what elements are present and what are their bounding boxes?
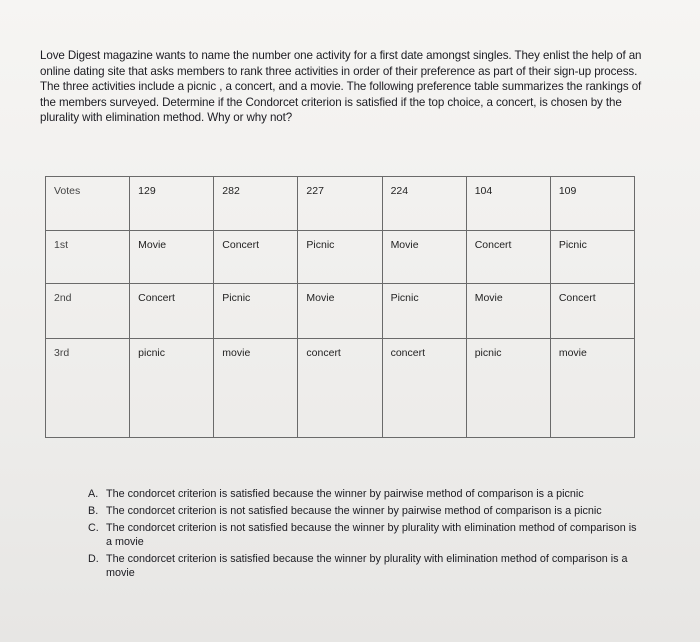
table-cell: concert xyxy=(298,339,382,438)
votes-row xyxy=(46,177,635,231)
choice-text: The condorcet criterion is satisfied because the winner by pairwise method of comparison is a picnic xyxy=(106,488,584,500)
choice-letter: B. xyxy=(88,505,99,517)
table-cell: picnic xyxy=(466,339,550,438)
table-cell: Picnic xyxy=(550,231,634,284)
rank-label: 3rd xyxy=(46,339,130,438)
table-cell: concert xyxy=(382,339,466,438)
table-cell: movie xyxy=(550,339,634,438)
table-cell: Concert xyxy=(466,231,550,284)
table-cell: Concert xyxy=(130,284,214,339)
table-cell: picnic xyxy=(130,339,214,438)
table-cell: Picnic xyxy=(214,284,298,339)
choice-letter: A. xyxy=(88,488,99,500)
votes-cell: 224 xyxy=(382,177,466,231)
votes-header-cell: Votes xyxy=(46,177,130,231)
table-cell: Movie xyxy=(298,284,382,339)
rank-row-3rd xyxy=(46,339,635,438)
votes-cell: 129 xyxy=(130,177,214,231)
rank-row-1st xyxy=(46,231,635,284)
question-text: Love Digest magazine wants to name the number one activity for a first date amongst singles. They enlist the help of an online dating site that asks members to rank three activities in order of their preference as part of their sign-up process. The three activities include a picnic , a concert, and a movie. The following preference table summarizes the rankings of the members surveyed. Determine if the Condorcet criterion is satisfied if the top choice, a concert, is chosen by the plurality with elimination method. Why or why not? xyxy=(40,49,642,124)
choice-letter: C. xyxy=(88,522,99,534)
table-cell: Picnic xyxy=(298,231,382,284)
rank-label: 1st xyxy=(46,231,130,284)
choice-text: The condorcet criterion is not satisfied because the winner by plurality with elimination method of comparison is a movie xyxy=(106,522,637,548)
table-cell: Movie xyxy=(466,284,550,339)
votes-cell: 282 xyxy=(214,177,298,231)
votes-cell: 104 xyxy=(466,177,550,231)
choice-text: The condorcet criterion is not satisfied because the winner by pairwise method of comparison is a picnic xyxy=(106,505,602,517)
table-cell: movie xyxy=(214,339,298,438)
choice-text: The condorcet criterion is satisfied because the winner by plurality with elimination method of comparison is a movie xyxy=(106,553,628,579)
preference-table xyxy=(45,176,635,438)
rank-label: 2nd xyxy=(46,284,130,339)
votes-cell: 109 xyxy=(550,177,634,231)
table-cell: Concert xyxy=(214,231,298,284)
table-cell: Concert xyxy=(550,284,634,339)
table-cell: Picnic xyxy=(382,284,466,339)
answer-choice-b[interactable] xyxy=(88,504,648,518)
table-cell: Movie xyxy=(382,231,466,284)
answer-choices xyxy=(88,487,648,583)
votes-cell: 227 xyxy=(298,177,382,231)
rank-row-2nd xyxy=(46,284,635,339)
answer-choice-a[interactable] xyxy=(88,487,648,501)
answer-choice-c[interactable] xyxy=(88,521,648,549)
choice-letter: D. xyxy=(88,553,99,565)
table-cell: Movie xyxy=(130,231,214,284)
answer-choice-d[interactable] xyxy=(88,552,648,580)
